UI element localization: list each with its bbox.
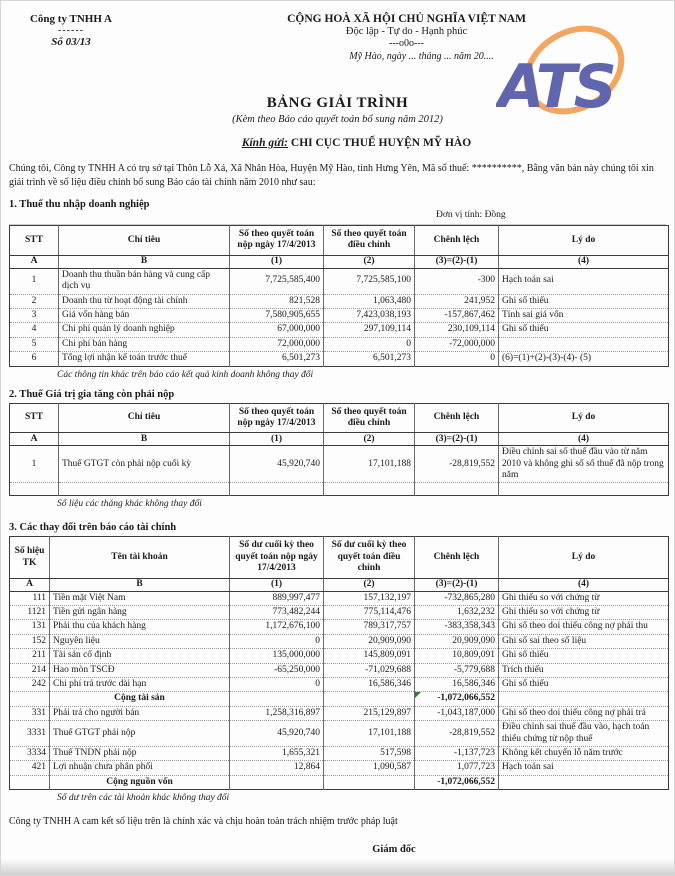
- table-cell: Ghi sổ theo doi thiếu công nợ phải thu: [499, 620, 669, 634]
- table-cell: Ghi sổ thiếu: [499, 649, 669, 663]
- column-subheader: B: [50, 578, 230, 591]
- table-cell: (6)=(1)+(2)-(3)-(4)- (5): [499, 352, 669, 366]
- column-header: Lý do: [499, 537, 669, 578]
- table-cell: -1,072,066,552: [415, 775, 499, 789]
- table-cell: 7,580,905,655: [230, 308, 324, 322]
- table-cell: Trích thiếu: [499, 663, 669, 677]
- table-cell: -300: [415, 268, 499, 294]
- document-title: BẢNG GIẢI TRÌNH: [266, 95, 409, 111]
- table-cell: Giá vốn hàng bán: [59, 308, 230, 322]
- table-cell: [499, 775, 669, 789]
- table-cell: Điều chỉnh sai thuế đầu vào, hạch toán thiếu chứng từ nộp thuế: [499, 721, 669, 747]
- column-subheader: A: [10, 433, 59, 446]
- column-header: Lý do: [499, 403, 669, 433]
- table-cell: 517,598: [324, 746, 415, 760]
- table-cell: 1,655,321: [230, 746, 324, 760]
- ats-logo: [496, 23, 666, 125]
- table-cell: [230, 775, 324, 789]
- column-subheader: (2): [324, 578, 415, 591]
- table-cell: 5: [10, 337, 59, 351]
- table-cell: Thuế GTGT còn phải nộp cuối kỳ: [59, 446, 230, 483]
- table-cell: 3331: [10, 721, 50, 747]
- section-3: [9, 522, 666, 803]
- table-cell: Tiền mặt Việt Nam: [50, 591, 230, 605]
- table-cell: 331: [10, 706, 50, 720]
- column-subheader: (2): [324, 255, 415, 268]
- signature-title: Giám đốc: [372, 844, 416, 856]
- table-cell: 131: [10, 620, 50, 634]
- column-header: Chỉ tiêu: [59, 226, 230, 256]
- table-cell: 789,317,757: [324, 620, 415, 634]
- ats-logo-graphic: [496, 23, 666, 125]
- table-row: [10, 761, 669, 775]
- table-cell: [10, 775, 50, 789]
- table-cell: 1,632,232: [415, 606, 499, 620]
- table-cell: 45,920,740: [230, 721, 324, 747]
- table-cell: [230, 483, 324, 496]
- bottom-shade: [1, 859, 674, 875]
- column-header: Số theo quyết toán nộp ngày 17/4/2013: [230, 403, 324, 433]
- table-cell: 242: [10, 677, 50, 691]
- table-cell: [415, 483, 499, 496]
- table-cell: Tiền gửi ngân hàng: [50, 606, 230, 620]
- table-cell: Lợi nhuận chưa phân phối: [50, 761, 230, 775]
- section-3-note: Số dư trên các tài khoản khác không thay đổi: [57, 793, 230, 804]
- table-row: [10, 663, 669, 677]
- table-cell: -28,819,552: [415, 446, 499, 483]
- table-row: [10, 294, 669, 308]
- table-cell: 6,501,273: [324, 352, 415, 366]
- financial-report-changes-table: [9, 536, 669, 790]
- table-cell: -72,000,000: [415, 337, 499, 351]
- column-subheader: A: [10, 578, 50, 591]
- table-cell: 67,000,000: [230, 323, 324, 337]
- table-cell: Ghi thiếu so với chứng từ: [499, 591, 669, 605]
- column-subheader: (2): [324, 433, 415, 446]
- table-cell: 135,000,000: [230, 649, 324, 663]
- table-cell: 889,997,477: [230, 591, 324, 605]
- table-cell: -1,137,723: [415, 746, 499, 760]
- table-cell: -71,029,688: [324, 663, 415, 677]
- table-cell: 821,528: [230, 294, 324, 308]
- table-row: [10, 308, 669, 322]
- table-cell: Cộng tài sản: [50, 692, 230, 706]
- column-header: Chênh lệch: [415, 537, 499, 578]
- column-header: Số dư cuối kỳ theo quyết toán nộp ngày 17/4/2013: [230, 537, 324, 578]
- table-row: [10, 721, 669, 747]
- table-cell: 230,109,114: [415, 323, 499, 337]
- column-header: Số theo quyết toán nộp ngày 17/4/2013: [230, 226, 324, 256]
- table-cell: [324, 483, 415, 496]
- table-cell: 6,501,273: [230, 352, 324, 366]
- table-cell: Chi phí bán hàng: [59, 337, 230, 351]
- column-subheader: B: [59, 255, 230, 268]
- table-cell: [324, 775, 415, 789]
- table-cell: 215,129,897: [324, 706, 415, 720]
- salutation-label: Kính gửi:: [241, 137, 289, 149]
- table-row: [10, 352, 669, 366]
- table-row: [10, 677, 669, 691]
- table-row: [10, 649, 669, 663]
- table-cell: [230, 692, 324, 706]
- column-subheader: (4): [499, 433, 669, 446]
- section-1: [9, 199, 666, 380]
- table-cell: -157,867,462: [415, 308, 499, 322]
- national-motto-line3: ---o0o---: [389, 38, 424, 49]
- table-cell: 20,909,090: [324, 634, 415, 648]
- table-cell: 1,172,676,100: [230, 620, 324, 634]
- table-cell: Ghi sổ thiếu: [499, 677, 669, 691]
- table-cell: 0: [230, 677, 324, 691]
- table-cell: Tài sản cố định: [50, 649, 230, 663]
- table-cell: 7,423,038,193: [324, 308, 415, 322]
- table-cell: Cộng nguồn vốn: [50, 775, 230, 789]
- table-cell: Thuế GTGT phải nộp: [50, 721, 230, 747]
- table-cell: 0: [230, 634, 324, 648]
- table-row: [10, 591, 669, 605]
- table-row: [10, 606, 669, 620]
- table-cell: Thuế TNDN phải nộp: [50, 746, 230, 760]
- company-name: Công ty TNHH A: [29, 13, 112, 25]
- table-cell: 111: [10, 591, 50, 605]
- table-cell: 3334: [10, 746, 50, 760]
- table-cell: 2: [10, 294, 59, 308]
- table-cell: 1,090,587: [324, 761, 415, 775]
- table-cell: Phải trả cho người bán: [50, 706, 230, 720]
- table-cell: 1,258,316,897: [230, 706, 324, 720]
- table-cell: 211: [10, 649, 50, 663]
- table-cell: 0: [324, 337, 415, 351]
- section-1-note: Các thông tin khác trên báo cáo kết quả kinh doanh không thay đổi: [57, 369, 314, 380]
- table-cell: 157,132,197: [324, 591, 415, 605]
- table-row: [10, 337, 669, 351]
- table-cell: 12,864: [230, 761, 324, 775]
- column-header: Chênh lệch: [415, 403, 499, 433]
- section-2-heading: 2. Thuế Giá trị gia tăng còn phải nộp: [9, 388, 175, 400]
- column-header: Số theo quyết toán điều chỉnh: [324, 403, 415, 433]
- table-cell: Doanh thu từ hoạt động tài chính: [59, 294, 230, 308]
- table-cell: 1,063,480: [324, 294, 415, 308]
- table-cell: [324, 692, 415, 706]
- table-cell: Doanh thu thuần bán hàng và cung cấp dịch vụ: [59, 268, 230, 294]
- table-cell: 10,809,091: [415, 649, 499, 663]
- table-cell: Tổng lợi nhận kế toán trước thuế: [59, 352, 230, 366]
- table-row: [10, 620, 669, 634]
- issuer-block: [11, 13, 131, 48]
- table-row: [10, 706, 669, 720]
- table-cell: 7,725,585,100: [324, 268, 415, 294]
- column-header: Chỉ tiêu: [59, 403, 230, 433]
- table-cell: Hạch toán sai: [499, 268, 669, 294]
- national-motto-line2: Độc lập - Tự do - Hạnh phúc: [345, 26, 468, 37]
- column-header: STT: [10, 403, 59, 433]
- table-cell: [499, 692, 669, 706]
- vat-payable-table: [9, 403, 669, 497]
- table-cell: 72,000,000: [230, 337, 324, 351]
- table-cell: 1121: [10, 606, 50, 620]
- column-subheader: (4): [499, 255, 669, 268]
- table-cell: 773,482,244: [230, 606, 324, 620]
- column-header: Số dư cuối kỳ theo quyết toán điều chỉnh: [324, 537, 415, 578]
- column-header: Số hiệu TK: [10, 537, 50, 578]
- section-2-note: Số liệu các tháng khác không thay đổi: [57, 499, 202, 510]
- table-cell: Ghi sổ sai theo số liệu: [499, 634, 669, 648]
- column-subheader: (3)=(2)-(1): [415, 433, 499, 446]
- table-cell: [499, 483, 669, 496]
- column-subheader: (3)=(2)-(1): [415, 255, 499, 268]
- table-cell: Hao mòn TSCĐ: [50, 663, 230, 677]
- table-cell: Ghi sổ thiếu: [499, 294, 669, 308]
- document-number: Số 03/13: [51, 36, 91, 48]
- table-cell: 4: [10, 323, 59, 337]
- table-cell: [499, 337, 669, 351]
- table-cell: Tính sai giá vốn: [499, 308, 669, 322]
- table-cell: 1,077,723: [415, 761, 499, 775]
- table-cell: 7,725,585,400: [230, 268, 324, 294]
- table-cell: Nguyên liệu: [50, 634, 230, 648]
- table-cell: Ghi sổ theo doi thiếu công nợ phải trả: [499, 706, 669, 720]
- table-row: [10, 483, 669, 496]
- column-header: Chênh lệch: [415, 226, 499, 256]
- section-2: [9, 389, 666, 510]
- table-cell: Phải thu của khách hàng: [50, 620, 230, 634]
- commitment-statement: Công ty TNHH A cam kết số liệu trên là chính xác và chịu hoàn toàn trách nhiệm trước pháp luật: [9, 816, 398, 828]
- column-subheader: (4): [499, 578, 669, 591]
- column-header: Lý do: [499, 226, 669, 256]
- column-subheader: A: [10, 255, 59, 268]
- table-row: [10, 634, 669, 648]
- table-cell: [10, 483, 59, 496]
- table-cell: 421: [10, 761, 50, 775]
- column-header: Số theo quyết toán điều chỉnh: [324, 226, 415, 256]
- table-cell: Hạch toán sai: [499, 761, 669, 775]
- table-cell: 1: [10, 446, 59, 483]
- date-place-line: Mỹ Hào, ngày ... tháng ... năm 20....: [349, 51, 494, 62]
- table-cell: 16,586,346: [324, 677, 415, 691]
- national-motto-line1: CỘNG HOÀ XÃ HỘI CHỦ NGHĨA VIỆT NAM: [287, 13, 526, 25]
- logo-text: ATS: [498, 52, 614, 122]
- table-cell: 297,109,114: [324, 323, 415, 337]
- table-cell: 3: [10, 308, 59, 322]
- column-header: STT: [10, 226, 59, 256]
- table-cell: [59, 483, 230, 496]
- table-cell: 152: [10, 634, 50, 648]
- unit-label: Đơn vị tính: Đồng: [9, 210, 666, 225]
- column-subheader: (1): [230, 578, 324, 591]
- table-cell: 145,809,091: [324, 649, 415, 663]
- table-row: [10, 268, 669, 294]
- table-cell: 775,114,476: [324, 606, 415, 620]
- table-cell: -5,779,688: [415, 663, 499, 677]
- table-cell: 241,952: [415, 294, 499, 308]
- separator-dashes: ------: [58, 25, 84, 36]
- table-cell: 1: [10, 268, 59, 294]
- table-row: [10, 323, 669, 337]
- intro-paragraph: Chúng tôi, Công ty TNHH A có trụ sở tại Thôn Lỗ Xá, Xã Nhân Hòa, Huyện Mỹ Hào, tỉnh Hưng Yên, Mã số thuế: **********, Bằng văn bản này chúng tôi xin giải trình về số liệu điều chỉnh bổ sung Báo cáo tài chính năm 2010 như sau:: [9, 163, 654, 188]
- table-cell: -383,358,343: [415, 620, 499, 634]
- column-subheader: B: [59, 433, 230, 446]
- table-cell: -732,865,280: [415, 591, 499, 605]
- table-cell: 17,101,188: [324, 721, 415, 747]
- table-cell: 45,920,740: [230, 446, 324, 483]
- table-cell: [10, 692, 50, 706]
- table-row: [10, 746, 669, 760]
- corporate-income-tax-table: [9, 225, 669, 367]
- column-subheader: (1): [230, 433, 324, 446]
- table-cell: -28,819,552: [415, 721, 499, 747]
- table-cell: 16,586,346: [415, 677, 499, 691]
- table-cell: Chi phí quản lý doanh nghiệp: [59, 323, 230, 337]
- table-cell: -65,250,000: [230, 663, 324, 677]
- table-cell: Chi phí trả trước dài hạn: [50, 677, 230, 691]
- salutation-line: [9, 137, 666, 149]
- column-header: Tên tài khoản: [50, 537, 230, 578]
- table-cell: Điều chỉnh sai số thuế đầu vào từ năm 2010 và không ghi sổ số thuế đã nộp trong năm: [499, 446, 669, 483]
- column-subheader: (3)=(2)-(1): [415, 578, 499, 591]
- section-1-heading: 1. Thuế thu nhập doanh nghiệp: [9, 199, 150, 210]
- table-cell: 6: [31, 353, 37, 364]
- table-row: [10, 692, 669, 706]
- table-row: [10, 775, 669, 789]
- document-subtitle: (Kèm theo Báo cáo quyết toán bổ sung năm 2012): [232, 114, 443, 125]
- table-cell: Ghi thiếu so với chứng từ: [499, 606, 669, 620]
- table-cell: Không kết chuyển lỗ năm trước: [499, 746, 669, 760]
- table-cell: 0: [415, 352, 499, 366]
- section-3-heading: 3. Các thay đổi trên báo cáo tài chính: [9, 522, 177, 534]
- table-cell: 214: [10, 663, 50, 677]
- table-cell: Ghi sổ thiếu: [499, 323, 669, 337]
- table-cell: -1,072,066,552: [415, 692, 499, 706]
- column-subheader: (1): [230, 255, 324, 268]
- salutation-recipient: CHI CỤC THUẾ HUYỆN MỸ HÀO: [290, 137, 472, 149]
- table-cell: 20,909,090: [415, 634, 499, 648]
- table-row: [10, 446, 669, 483]
- table-cell: -1,043,187,000: [415, 706, 499, 720]
- table-cell: 17,101,188: [324, 446, 415, 483]
